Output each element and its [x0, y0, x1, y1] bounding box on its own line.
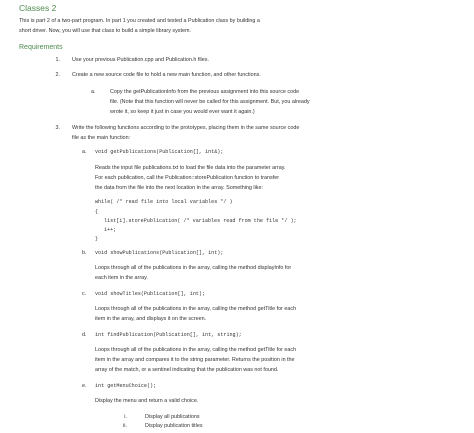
menu-item-number: i. — [124, 414, 127, 420]
list-item-text: Create a new source code file to hold a new main function, and other functions. — [72, 72, 261, 78]
menu-item-text: Display publication titles — [145, 423, 203, 429]
function-description: Reads the input file publications.txt to load the file data into the parameter array. — [95, 165, 286, 171]
menu-item-number: ii. — [123, 423, 127, 429]
list-item-text: Use your previous Publication.cpp and Publication.h files. — [72, 57, 209, 63]
sub-item-label: b. — [82, 250, 87, 256]
sub-item-label: e. — [82, 383, 87, 389]
requirements-heading: Requirements — [19, 44, 63, 51]
list-number: 3. — [55, 125, 60, 131]
function-prototype: void showPublications(Publication[], int); — [95, 250, 224, 256]
function-prototype: int findPublication(Publication[], int, string); — [95, 332, 242, 338]
function-description: Loops through all of the publications in the array, calling the method getTitle for each — [95, 306, 297, 312]
intro-line: This is part 2 of a two-part program. In part 1 you created and tested a Publication class by building a — [19, 18, 260, 24]
code-line: list[i].storePublication( /* variables read from the file */ ); — [104, 218, 297, 224]
function-prototype: void showTitles(Publication[], int); — [95, 291, 206, 297]
function-description: array of the match, or a sentinel indicating that the publication was not found. — [95, 367, 279, 373]
sub-item-text: wrote it, so keep it just in case you would ever want it again.) — [110, 109, 255, 115]
sub-item-label: d. — [82, 332, 87, 338]
function-description: the data from the file into the next location in the array. Something like: — [95, 185, 264, 191]
function-description: each item in the array. — [95, 275, 148, 281]
list-number: 1. — [55, 57, 60, 63]
code-line: } — [95, 236, 99, 242]
function-prototype: void getPublications(Publication[], int&); — [95, 149, 224, 155]
sub-item-label: a. — [82, 149, 87, 155]
intro-line: short driver. Now, you will use that class to build a simple library system. — [19, 28, 191, 34]
list-item-text: file as the main function: — [72, 135, 131, 141]
list-item-text: Write the following functions according to the prototypes, placing them in the same source code — [72, 125, 300, 131]
list-number: 2. — [55, 72, 60, 78]
function-prototype: int getMenuChoice(); — [95, 383, 157, 389]
code-line: while( /* read file into local variables */ ) — [95, 199, 233, 205]
sub-item-text: Copy the getPublicationInfo from the previous assignment into this source code — [110, 89, 300, 95]
code-line: { — [95, 209, 99, 215]
function-description: Loops through all of the publications in the array, calling the method displayInfo for — [95, 265, 292, 271]
menu-item-text: Display all publications — [145, 414, 200, 420]
code-line: i++; — [104, 227, 117, 233]
sub-item-label: c. — [82, 291, 87, 297]
sub-item-label: a. — [91, 89, 96, 95]
function-description: Loops through all of the publications in the array, calling the method getTitle for each — [95, 347, 297, 353]
page-title: Classes 2 — [19, 3, 57, 13]
function-description: item in the array, and displays it on the screen. — [95, 316, 207, 322]
function-description: Display the menu and return a valid choice. — [95, 398, 199, 404]
sub-item-text: file. (Note that this function will never be called for this assignment. But, you already — [110, 99, 310, 105]
function-description: For each publication, call the Publication::storePublication function to transfer — [95, 175, 279, 181]
function-description: item in the array and compares it to the string parameter. Returns the position in the — [95, 357, 295, 363]
